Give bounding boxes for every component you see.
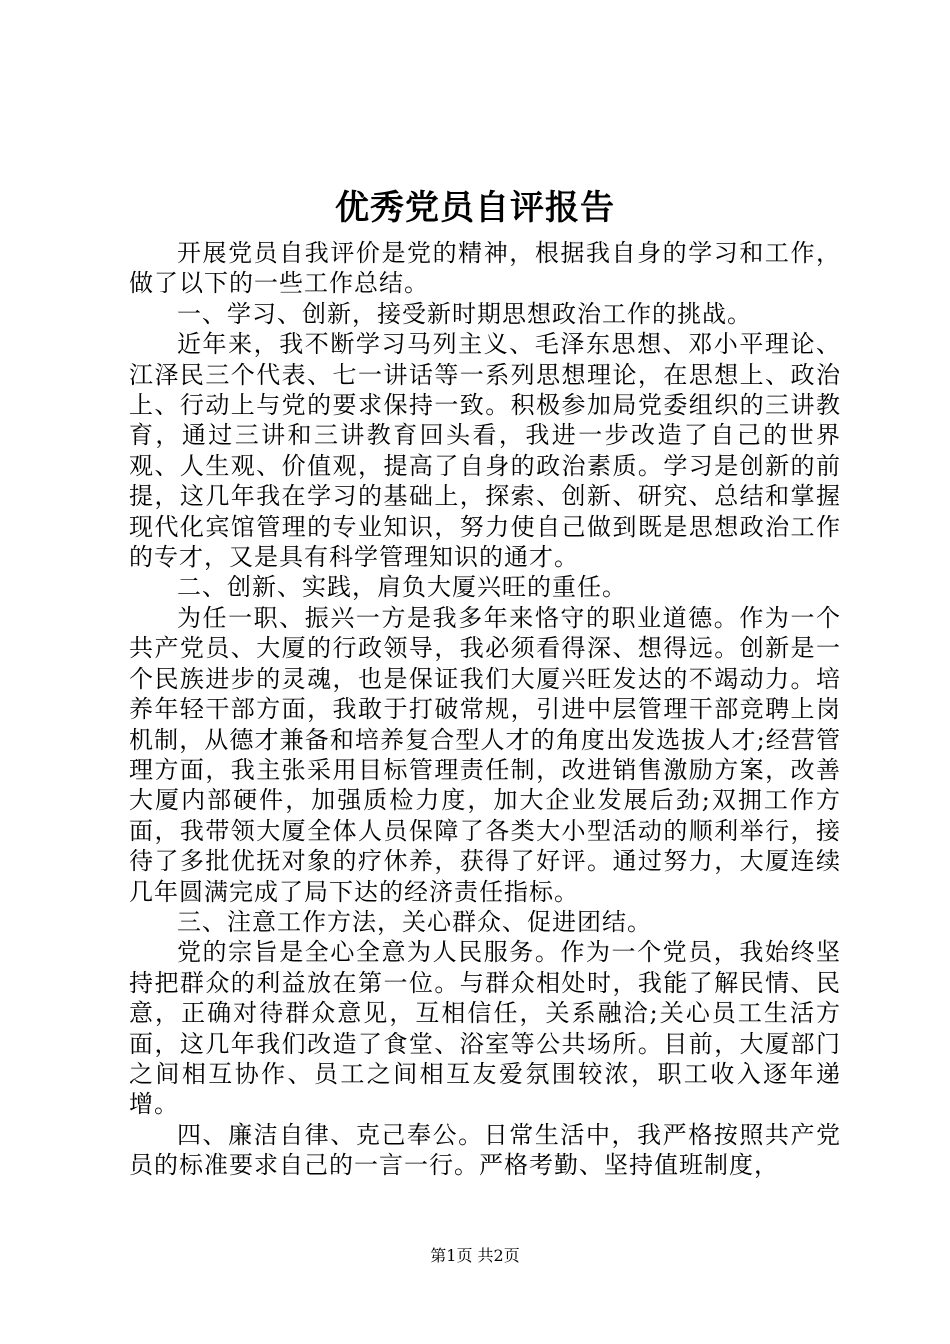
section-heading-2: 二、创新、实践，肩负大厦兴旺的重任。 bbox=[177, 573, 627, 602]
document-title: 优秀党员自评报告 bbox=[335, 188, 615, 228]
section-heading-3: 三、注意工作方法，关心群众、促进团结。 bbox=[177, 907, 652, 936]
page-number: 第1页 共2页 bbox=[430, 1246, 520, 1265]
paragraph-section-2: 为任一职、振兴一方是我多年来恪守的职业道德。作为一个共产党员、大厦的行政领导，我必须看得深、想得远。创新是一个民族进步的灵魂，也是保证我们大厦兴旺发达的不竭动力。培养年轻干部方面，我敢于打破常规，引进中层管理干部竞聘上岗机制，从德才兼备和培养复合型人才的角度出发选拔人才;经营管理方面，我主张采用目标管理责任制，改进销售激励方案，改善大厦内部硬件，加强质检力度，加大企业发展后劲;双拥工作方面，我带领大厦全体人员保障了各类大小型活动的顺利举行，接待了多批优抚对象的疗休养，获得了好评。通过努力，大厦连续几年圆满完成了局下达的经济责任指标。 bbox=[129, 603, 841, 906]
paragraph-intro: 开展党员自我评价是党的精神，根据我自身的学习和工作，做了以下的一些工作总结。 bbox=[129, 239, 841, 298]
paragraph-section-1: 近年来，我不断学习马列主义、毛泽东思想、邓小平理论、江泽民三个代表、七一讲话等一系列思想理论，在思想上、政治上、行动上与党的要求保持一致。积极参加局党委组织的三讲教育，通过三讲和三讲教育回头看，我进一步改造了自己的世界观、人生观、价值观，提高了自身的政治素质。学习是创新的前提，这几年我在学习的基础上，探索、创新、研究、总结和掌握现代化宾馆管理的专业知识，努力使自己做到既是思想政治工作的专才，又是具有科学管理知识的通才。 bbox=[129, 330, 841, 572]
document-body bbox=[129, 238, 841, 1181]
section-heading-1: 一、学习、创新，接受新时期思想政治工作的挑战。 bbox=[177, 299, 752, 328]
paragraph-section-4: 四、廉洁自律、克己奉公。日常生活中，我严格按照共产党员的标准要求自己的一言一行。严格考勤、坚持值班制度， bbox=[129, 1120, 841, 1180]
paragraph-section-3: 党的宗旨是全心全意为人民服务。作为一个党员，我始终坚持把群众的利益放在第一位。与群众相处时，我能了解民情、民意，正确对待群众意见，互相信任，关系融洽;关心员工生活方面，这几年我们改造了食堂、浴室等公共场所。目前，大厦部门之间相互协作、员工之间相互友爱氛围较浓，职工收入逐年递增。 bbox=[129, 938, 841, 1119]
